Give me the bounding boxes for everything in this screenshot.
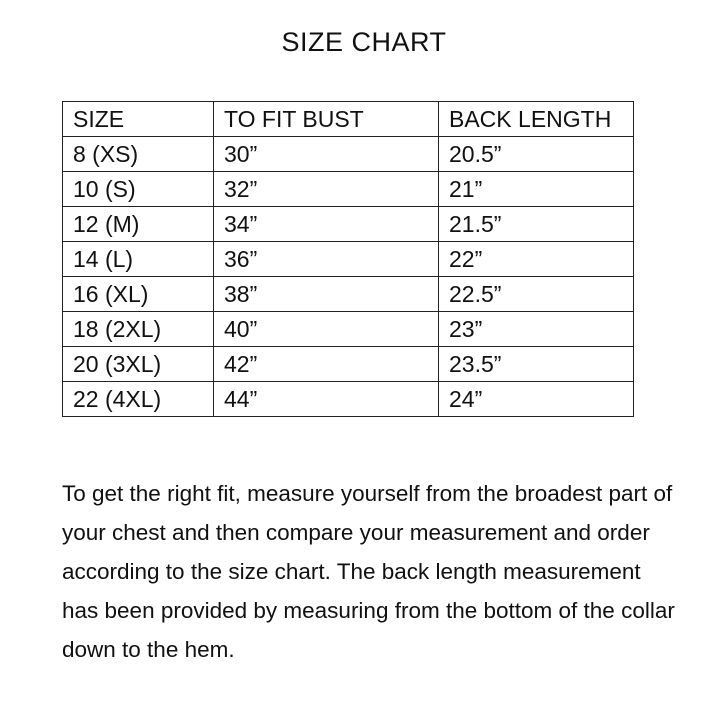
fit-instructions-text: To get the right fit, measure yourself from the broadest part of your chest and then compare your measurement and order according to the size chart. The back length measurement has been provided by measuring from the bottom of the collar down to the hem. [62,481,675,662]
table-row [63,207,634,242]
size-cell: 12 (M) [63,207,214,242]
table-row [63,137,634,172]
back-length-cell: 21.5” [439,207,634,242]
table-header-row [63,102,634,137]
bust-cell: 38” [214,277,439,312]
back-length-cell: 24” [439,382,634,417]
size-cell: 20 (3XL) [63,347,214,382]
size-chart-table [62,101,634,417]
table-row [63,347,634,382]
size-cell: 22 (4XL) [63,382,214,417]
size-cell: 16 (XL) [63,277,214,312]
bust-cell: 34” [214,207,439,242]
table-row [63,312,634,347]
page-title: SIZE CHART [281,27,447,57]
header-back-length: BACK LENGTH [439,102,634,137]
table-row [63,382,634,417]
back-length-cell: 20.5” [439,137,634,172]
back-length-cell: 21” [439,172,634,207]
bust-cell: 32” [214,172,439,207]
header-size: SIZE [63,102,214,137]
back-length-cell: 23.5” [439,347,634,382]
size-cell: 18 (2XL) [63,312,214,347]
size-table-body [63,102,634,417]
bust-cell: 42” [214,347,439,382]
back-length-cell: 22” [439,242,634,277]
back-length-cell: 23” [439,312,634,347]
table-row [63,242,634,277]
bust-cell: 40” [214,312,439,347]
header-to-fit-bust: TO FIT BUST [214,102,439,137]
bust-cell: 30” [214,137,439,172]
bust-cell: 44” [214,382,439,417]
bust-cell: 36” [214,242,439,277]
size-cell: 14 (L) [63,242,214,277]
table-row [63,172,634,207]
back-length-cell: 22.5” [439,277,634,312]
table-row [63,277,634,312]
size-cell: 10 (S) [63,172,214,207]
size-cell: 8 (XS) [63,137,214,172]
